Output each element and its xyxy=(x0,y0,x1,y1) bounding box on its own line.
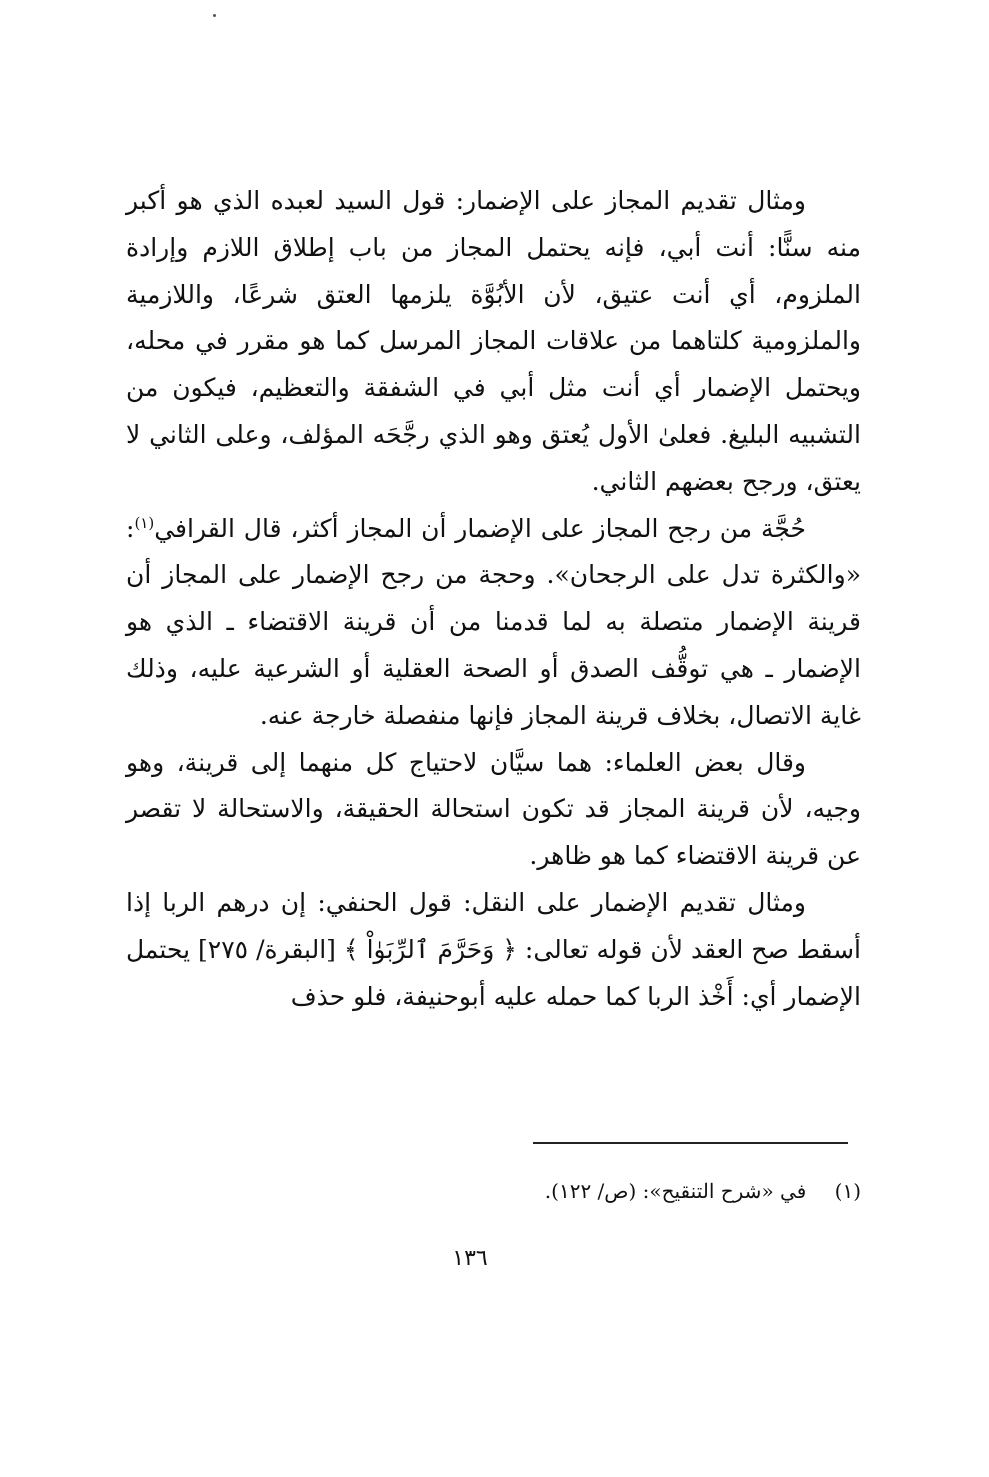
paragraph-4: ومثال تقديم الإضمار على النقل: قول الحنفي: إن درهم الربا إذا أسقط صح العقد لأن قوله تعالى: ﴿ وَحَرَّمَ ٱلرِّبَوٰاْ ﴾ [البقرة/ ٢٧٥] يحتمل الإضمار أي: أَخْذ الربا كما حمله عليه أبوحنيفة، فلو حذف xyxy=(126,887,861,1011)
footnote xyxy=(126,1176,861,1206)
paragraph-2 xyxy=(126,506,861,740)
footnote-number: (١) xyxy=(834,1179,861,1203)
main-text xyxy=(126,178,861,1020)
paragraph-1: ومثال تقديم المجاز على الإضمار: قول السيد لعبده الذي هو أكبر منه سنًّا: أنت أبي، فإنه يحتمل المجاز من باب إطلاق اللازم وإرادة الملزوم، أي أنت عتيق، لأن الأبُوَّة يلزمها العتق شرعًا، واللازمية والملزومية كلتاهما من علاقات المجاز المرسل كما هو مقرر في محله، ويحتمل الإضمار أي أنت مثل أبي في الشفقة والتعظيم، فيكون من التشبيه البليغ. فعلىٰ الأول يُعتق وهو الذي رجَّحَه المؤلف، وعلى الثاني لا يعتق، ورجح بعضهم الثاني. xyxy=(126,186,861,496)
footnote-separator xyxy=(533,1142,848,1144)
paragraph-3: وقال بعض العلماء: هما سيَّان لاحتياج كل منهما إلى قرينة، وهو وجيه، لأن قرينة المجاز قد تكون استحالة الحقيقة، والاستحالة لا تقصر عن قرينة الاقتضاء كما هو ظاهر. xyxy=(126,747,861,871)
footnote-text: في «شرح التنقيح»: (ص/ ١٢٢). xyxy=(544,1179,807,1203)
page-number: ١٣٦ xyxy=(452,1246,488,1271)
footnote-reference[interactable]: (١) xyxy=(134,513,155,532)
paragraph-2-start: حُجَّة من رجح المجاز على الإضمار أن المجاز أكثر، قال القرافي xyxy=(154,513,806,543)
scan-dot xyxy=(213,14,216,17)
paragraph-2-rest: : «والكثرة تدل على الرجحان». وحجة من رجح الإضمار على المجاز أن قرينة الإضمار متصلة به لما قدمنا من أن قرينة الاقتضاء ـ الذي هو الإضمار ـ هي توقُّف الصدق أو الصحة العقلية أو الشرعية عليه، وذلك غاية الاتصال، بخلاف قرينة المجاز فإنها منفصلة خارجة عنه. xyxy=(126,513,861,730)
